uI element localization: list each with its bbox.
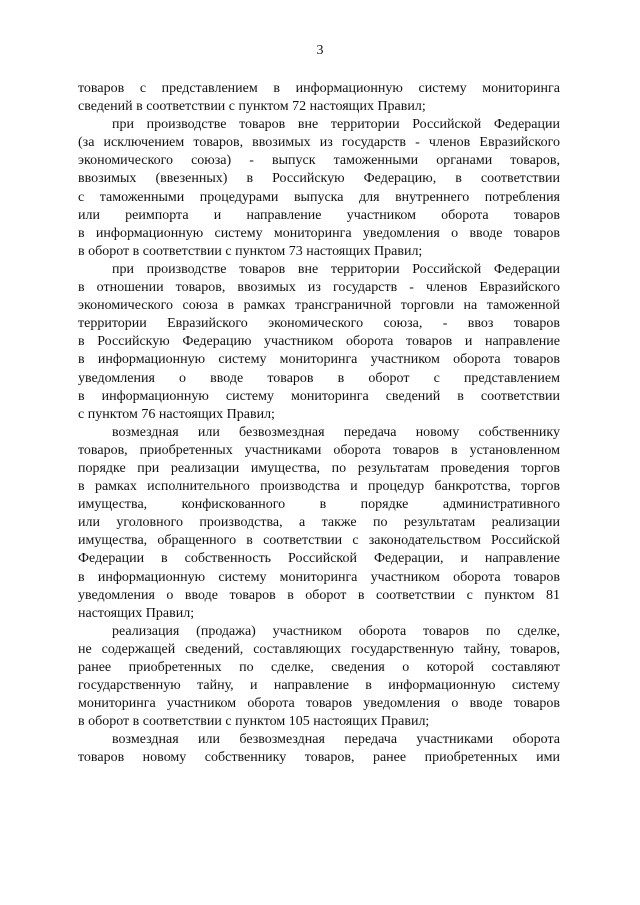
- paragraph: [78, 424, 560, 623]
- paragraph-line: возмездная или безвозмездная передача новому собственнику: [112, 424, 560, 440]
- paragraph-line: при производстве товаров вне территории Российской Федерации: [112, 117, 560, 133]
- paragraph-line: в оборот в соответствии с пунктом 73 настоящих Правил;: [78, 243, 423, 259]
- paragraph-line: ввозимых (ввезенных) в Российскую Федерацию, в соответствии: [78, 171, 560, 187]
- paragraph-line: с таможенными процедурами выпуска для внутреннего потребления: [78, 189, 560, 205]
- document-body: [78, 80, 560, 768]
- paragraph-line: возмездная или безвозмездная передача участниками оборота: [112, 732, 560, 748]
- paragraph-line: территории Евразийского экономического союза, - ввоз товаров: [78, 316, 560, 332]
- paragraph-line: товаров, приобретенных участниками оборота товаров в установленном: [78, 442, 560, 458]
- paragraph: [78, 261, 560, 424]
- page-number: 3: [316, 43, 324, 58]
- paragraph: [78, 80, 560, 116]
- paragraph-line: уведомления о вводе товаров в оборот в соответствии с пунктом 81: [78, 587, 560, 603]
- paragraph-line: в оборот в соответствии с пунктом 105 настоящих Правил;: [78, 714, 430, 730]
- paragraph-line: при производстве товаров вне территории Российской Федерации: [112, 261, 560, 277]
- paragraph: [78, 623, 560, 732]
- paragraph-line: экономического союза в рамках трансграничной торговли на таможенной: [78, 298, 560, 314]
- paragraph-line: или уголовного производства, а также по результатам реализации: [78, 515, 560, 531]
- paragraph-line: государственную тайну, и направление в информационную систему: [78, 678, 560, 694]
- paragraph: [78, 116, 560, 261]
- paragraph-line: Федерации в собственность Российской Федерации, и направление: [78, 551, 560, 567]
- paragraph-line: в Российскую Федерацию участником оборота товаров и направление: [78, 334, 560, 350]
- paragraph: [78, 731, 560, 767]
- paragraph-line: реализация (продажа) участником оборота товаров по сделке,: [112, 623, 560, 639]
- paragraph-line: в информационную систему мониторинга уведомления о вводе товаров: [78, 225, 560, 241]
- paragraph-line: товаров с представлением в информационную систему мониторинга: [78, 81, 560, 96]
- paragraph-line: в информационную систему мониторинга сведений в соответствии: [78, 388, 560, 404]
- paragraph-line: ранее приобретенных по сделке, сведения о которой составляют: [78, 660, 560, 675]
- paragraph-line: в информационную систему мониторинга участником оборота товаров: [78, 569, 560, 585]
- paragraph-line: в информационную систему мониторинга участником оборота товаров: [78, 352, 560, 368]
- paragraph-line: имущества, конфискованного в порядке административного: [78, 497, 560, 513]
- paragraph-line: имущества, обращенного в соответствии с законодательством Российской: [78, 533, 560, 549]
- paragraph-line: с пунктом 76 настоящих Правил;: [78, 406, 275, 422]
- paragraph-line: товаров новому собственнику товаров, ранее приобретенных ими: [78, 750, 560, 766]
- paragraph-line: в отношении товаров, ввозимых из государств - членов Евразийского: [78, 280, 560, 296]
- paragraph-line: порядке при реализации имущества, по результатам проведения торгов: [78, 460, 560, 476]
- paragraph-line: настоящих Правил;: [78, 605, 195, 621]
- paragraph-line: не содержащей сведений, составляющих государственную тайну, товаров,: [78, 641, 560, 657]
- paragraph-line: в рамках исполнительного производства и процедур банкротства, торгов: [78, 479, 560, 495]
- paragraph-line: или реимпорта и направление участником оборота товаров: [78, 207, 560, 223]
- paragraph-line: экономического союза) - выпуск таможенными органами товаров,: [78, 153, 560, 169]
- paragraph-line: (за исключением товаров, ввозимых из государств - членов Евразийского: [78, 135, 560, 151]
- paragraph-line: уведомления о вводе товаров в оборот с представлением: [78, 370, 560, 386]
- paragraph-line: мониторинга участником оборота товаров уведомления о вводе товаров: [78, 696, 560, 712]
- paragraph-line: сведений в соответствии с пунктом 72 настоящих Правил;: [78, 99, 426, 115]
